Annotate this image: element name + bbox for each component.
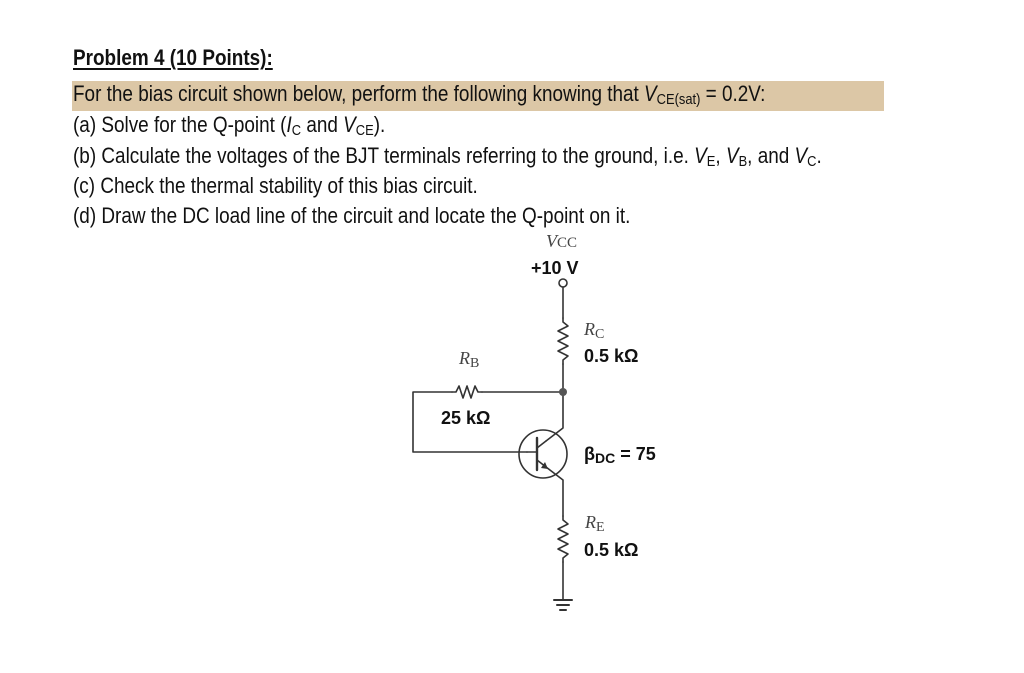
wire-emitter: [537, 460, 563, 516]
vcc-label: VCC: [546, 231, 578, 251]
beta-label: βDC = 75: [584, 444, 656, 466]
rc-resistor: [558, 318, 568, 364]
re-label: RE: [585, 512, 605, 535]
part-c: (c) Check the thermal stability of this bias circuit.: [73, 173, 478, 198]
bjt-collector-lead: [537, 441, 546, 448]
re-resistor: [558, 516, 568, 562]
problem-title: Problem 4 (10 Points):: [73, 45, 273, 70]
part-d: (d) Draw the DC load line of the circuit and locate the Q-point on it.: [73, 203, 631, 228]
rb-resistor: [452, 386, 482, 398]
problem-intro: For the bias circuit shown below, perform the following knowing that $V_{CE(sat)} = 0.2V$:: [73, 81, 766, 108]
part-a: (a) Solve for the Q-point ($I_C$ and $V_{CE}$).: [73, 112, 386, 139]
part-b: (b) Calculate the voltages of the BJT terminals referring to the ground, i.e. $V_E$, $V_B$, and $V_C$.: [73, 143, 822, 170]
re-value: 0.5 kΩ: [584, 540, 639, 560]
junction-dot: [559, 388, 567, 396]
rb-label: RB: [459, 348, 480, 371]
rb-value: 25 kΩ: [441, 408, 491, 428]
rc-label: RC: [584, 319, 605, 342]
vcc-terminal: [559, 279, 567, 287]
vcc-value: +10 V: [531, 258, 579, 278]
bjt-transistor: [519, 430, 567, 478]
rc-value: 0.5 kΩ: [584, 346, 639, 366]
